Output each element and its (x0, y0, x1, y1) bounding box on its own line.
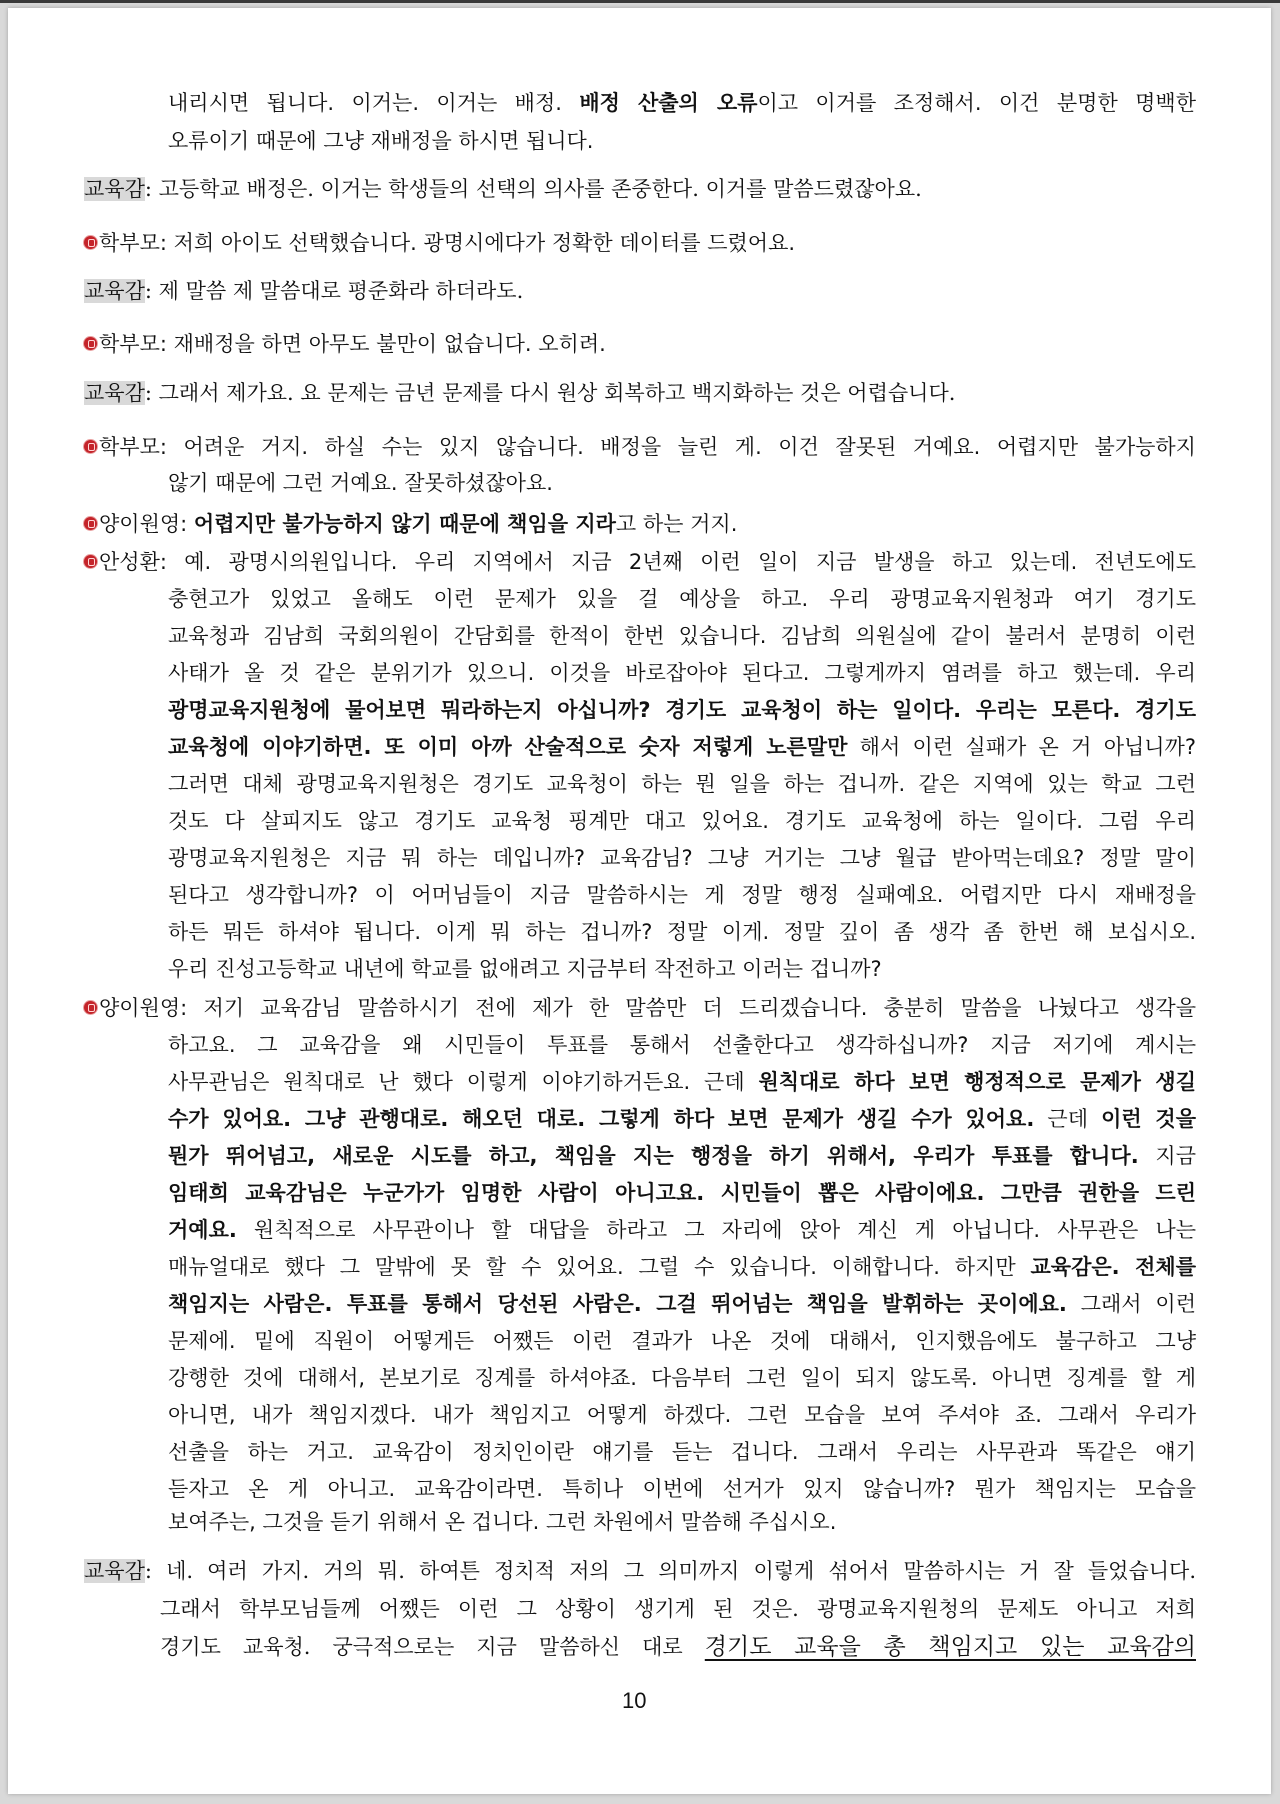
text-run: 매뉴얼대로 했다 그 말밖에 못 할 수 있어요. 그럴 수 있습니다. 이해합니다. 하지만 (168, 1255, 1031, 1279)
text-run: 문제에. 밑에 직원이 어떻게든 어쨌든 이런 결과가 나온 것에 대해서, 인지했음에도 불구하고 그냥 (168, 1329, 1196, 1353)
text-line (168, 1254, 1196, 1280)
text-run: 고 하는 거지. (615, 512, 738, 536)
speaker-name: 학부모 (99, 332, 160, 356)
text-line (168, 1328, 1196, 1354)
text-line (168, 771, 1196, 797)
text-line (168, 128, 593, 154)
text-line (168, 919, 1196, 945)
text-run: 고등학교 배정은. 이거는 학생들의 선택의 의사를 존중한다. 이거를 말씀드렸잖아요. (158, 177, 922, 201)
text-run: 저기 교육감님 말씀하시기 전에 제가 한 말씀만 더 드리겠습니다. 충분히 말씀을 나눴다고 생각을 (203, 996, 1196, 1020)
speaker-name: 안성환 (99, 550, 160, 574)
text-run: 내리시면 됩니다. 이거는. 이거는 배정. (168, 91, 580, 115)
text-line (84, 511, 737, 537)
text-line (168, 1365, 1196, 1391)
text-line (84, 380, 955, 406)
speaker-colon: : (159, 435, 184, 459)
speaker-label (84, 279, 159, 303)
text-line (168, 1509, 836, 1535)
speaker-name: 교육감 (84, 381, 145, 405)
text-line (168, 882, 1196, 908)
text-run: 그러면 대체 광명교육지원청은 경기도 교육청이 하는 뭔 일을 하는 겁니까. 같은 지역에 있는 학교 그런 (168, 772, 1196, 796)
text-line (168, 697, 1196, 723)
text-run: 하든 뭐든 하셔야 됩니다. 이게 뭐 하는 겁니까? 정말 이게. 정말 깊이 좀 생각 좀 한번 해 보십시오. (168, 920, 1196, 944)
bold-text: 수가 있어요. 그냥 관행대로. 해오던 대로. 그렇게 하다 보면 문제가 생길 수가 있어요. (168, 1107, 1035, 1131)
speaker-label (84, 550, 184, 574)
text-run: 우리 진성고등학교 내년에 학교를 없애려고 지금부터 작전하고 이러는 겁니까? (168, 957, 882, 981)
text-line (168, 808, 1196, 834)
text-run: 제 말씀 제 말씀대로 평준화라 하더라도. (158, 279, 524, 303)
bold-text: 교육청에 이야기하면. 또 이미 아까 산술적으로 숫자 저렇게 노른말만 (168, 735, 848, 759)
text-run: 보여주는, 그것을 듣기 위해서 온 겁니다. 그런 차원에서 말씀해 주십시오. (168, 1510, 837, 1534)
text-run: 오류이기 때문에 그냥 재배정을 하시면 됩니다. (168, 129, 594, 153)
text-line (84, 995, 1196, 1021)
speaker-badge-icon (84, 440, 97, 453)
bold-text: 이런 것을 (1101, 1107, 1196, 1131)
window-top-edge (0, 0, 1280, 3)
text-line (168, 586, 1196, 612)
bold-text: 책임지는 사람은. 투표를 통해서 당선된 사람은. 그걸 뛰어넘는 책임을 발휘하는 곳이에요. (168, 1292, 1067, 1316)
speaker-label (84, 1559, 166, 1583)
text-line (168, 1180, 1196, 1206)
text-line (168, 1402, 1196, 1428)
text-run: 것도 다 살피지도 않고 경기도 교육청 핑계만 대고 있어요. 경기도 교육청에 하는 일이다. 그럼 우리 (168, 809, 1196, 833)
text-run: 이고 이거를 조정해서. 이건 분명한 명백한 (757, 91, 1196, 115)
text-run: 저희 아이도 선택했습니다. 광명시에다가 정확한 데이터를 드렸어요. (173, 231, 796, 255)
text-run: 해서 이런 실패가 온 거 아닙니까? (847, 735, 1196, 759)
text-run: 사무관님은 원칙대로 난 했다 이렇게 이야기하거든요. 근데 (168, 1070, 759, 1094)
underlined-text: 경기도 교육을 총 책임지고 있는 교육감의 (704, 1634, 1196, 1660)
text-line (160, 1596, 1196, 1622)
text-run: 충현고가 있었고 올해도 이런 문제가 있을 걸 예상을 하고. 우리 광명교육지원청과 여기 경기도 (168, 587, 1196, 611)
speaker-badge-icon (84, 236, 97, 249)
speaker-label (84, 381, 159, 405)
speaker-name: 양이원영 (99, 996, 181, 1020)
speaker-colon: : (180, 512, 194, 536)
document-page (8, 8, 1271, 1794)
bold-text: 거예요. (168, 1218, 237, 1242)
text-run: 교육청과 김남희 국회의원이 간담회를 한적이 한번 있습니다. 김남희 의원실에 같이 불러서 분명히 이런 (168, 624, 1196, 648)
text-run: 예. 광명시의원입니다. 우리 지역에서 지금 2년째 이런 일이 지금 발생을 하고 있는데. 전년도에도 (184, 550, 1196, 574)
speaker-label (84, 332, 174, 356)
speaker-name: 학부모 (99, 231, 160, 255)
text-line (84, 230, 795, 256)
text-line (160, 1634, 1196, 1660)
text-run: 재배정을 하면 아무도 불만이 없습니다. 오히려. (173, 332, 606, 356)
text-run: 사태가 올 것 같은 분위기가 있으니. 이것을 바로잡아야 된다고. 그렇게까지 염려를 하고 했는데. 우리 (168, 661, 1196, 685)
speaker-colon: : (180, 996, 204, 1020)
text-line (168, 623, 1196, 649)
text-line (168, 1291, 1196, 1317)
speaker-label (84, 512, 194, 536)
text-line (168, 90, 1196, 116)
text-run: 그래서 제가요. 요 문제는 금년 문제를 다시 원상 회복하고 백지화하는 것은 어렵습니다. (158, 381, 956, 405)
bold-text: 배정 산출의 오류 (579, 91, 758, 115)
speaker-badge-icon (84, 337, 97, 350)
speaker-label (84, 996, 203, 1020)
speaker-colon: : (144, 381, 159, 405)
text-line (168, 1217, 1196, 1243)
text-run: 선출을 하는 거고. 교육감이 정치인이란 얘기를 듣는 겁니다. 그래서 우리는 사무관과 똑같은 얘기 (168, 1440, 1196, 1464)
text-line (168, 1106, 1196, 1132)
speaker-colon: : (159, 550, 185, 574)
text-run: 지금 (1138, 1144, 1196, 1168)
text-line (168, 956, 882, 982)
speaker-name: 교육감 (84, 177, 145, 201)
text-run: 네. 여러 가지. 거의 뭐. 하여튼 정치적 저의 그 의미까지 이렇게 섞어서 말씀하시는 거 잘 들었습니다. (166, 1559, 1196, 1583)
text-line (84, 549, 1196, 575)
text-line (168, 1032, 1196, 1058)
text-line (168, 734, 1196, 760)
speaker-name: 교육감 (84, 1559, 145, 1583)
speaker-colon: : (159, 231, 174, 255)
text-line (168, 1439, 1196, 1465)
speaker-name: 양이원영 (99, 512, 181, 536)
text-run: 않기 때문에 그런 거예요. 잘못하셨잖아요. (168, 471, 553, 495)
text-run: 하고요. 그 교육감을 왜 시민들이 투표를 통해서 선출한다고 생각하십니까? 지금 저기에 계시는 (168, 1033, 1196, 1057)
text-run: 광명교육지원청은 지금 뭐 하는 데입니까? 교육감님? 그냥 거기는 그냥 월급 받아먹는데요? 정말 말이 (168, 846, 1196, 870)
text-line (84, 434, 1196, 460)
speaker-name: 교육감 (84, 279, 145, 303)
text-run: 경기도 교육청. 궁극적으로는 지금 말씀하신 대로 (160, 1635, 705, 1659)
text-run: 근데 (1034, 1107, 1102, 1131)
speaker-colon: : (144, 177, 159, 201)
text-run: 원칙적으로 사무관이나 할 대답을 하라고 그 자리에 앉아 계신 게 아닙니다. 사무관은 나는 (236, 1218, 1196, 1242)
speaker-badge-icon (84, 555, 97, 568)
text-run: 어려운 거지. 하실 수는 있지 않습니다. 배정을 늘린 게. 이건 잘못된 거예요. 어렵지만 불가능하지 (183, 435, 1196, 459)
text-run: 된다고 생각합니까? 이 어머님들이 지금 말씀하시는 게 정말 행정 실패예요. 어렵지만 다시 재배정을 (168, 883, 1196, 907)
text-line (168, 1143, 1196, 1169)
text-line (84, 331, 606, 357)
speaker-name: 학부모 (99, 435, 160, 459)
text-line (168, 845, 1196, 871)
text-run: 그래서 학부모님들께 어쨌든 이런 그 상황이 생기게 된 것은. 광명교육지원청의 문제도 아니고 저희 (160, 1597, 1196, 1621)
text-line (84, 176, 922, 202)
bold-text: 어렵지만 불가능하지 않기 때문에 책임을 지라 (193, 512, 616, 536)
text-line (168, 660, 1196, 686)
speaker-colon: : (159, 332, 174, 356)
page-number: 10 (622, 1688, 647, 1713)
speaker-colon: : (144, 279, 159, 303)
speaker-colon: : (144, 1559, 167, 1583)
speaker-label (84, 435, 183, 459)
speaker-label (84, 231, 174, 255)
text-run: 아니면, 내가 책임지겠다. 내가 책임지고 어떻게 하겠다. 그런 모습을 보여 주셔야 죠. 그래서 우리가 (168, 1403, 1196, 1427)
speaker-badge-icon (84, 517, 97, 530)
bold-text: 뭔가 뛰어넘고, 새로운 시도를 하고, 책임을 지는 행정을 하기 위해서, 우리가 투표를 합니다. (168, 1144, 1139, 1168)
bold-text: 원칙대로 하다 보면 행정적으로 문제가 생길 (758, 1070, 1197, 1094)
text-line (84, 278, 523, 304)
text-line (168, 1069, 1196, 1095)
bold-text: 임태희 교육감님은 누군가가 임명한 사람이 아니고요. 시민들이 뽑은 사람이에요. 그만큼 권한을 드린 (168, 1181, 1196, 1205)
speaker-label (84, 177, 159, 201)
text-run: 그래서 이런 (1066, 1292, 1196, 1316)
text-run: 듣자고 온 게 아니고. 교육감이라면. 특히나 이번에 선거가 있지 않습니까? 뭔가 책임지는 모습을 (168, 1477, 1196, 1501)
text-line (168, 1476, 1196, 1502)
speaker-badge-icon (84, 1001, 97, 1014)
bold-text: 광명교육지원청에 물어보면 뭐라하는지 아십니까? 경기도 교육청이 하는 일이다. 우리는 모른다. 경기도 (168, 698, 1196, 722)
bold-text: 교육감은. 전체를 (1030, 1255, 1196, 1279)
text-line (168, 470, 553, 496)
text-line (84, 1558, 1196, 1584)
text-run: 강행한 것에 대해서, 본보기로 징계를 하셔야죠. 다음부터 그런 일이 되지 않도록. 아니면 징계를 할 게 (168, 1366, 1196, 1390)
